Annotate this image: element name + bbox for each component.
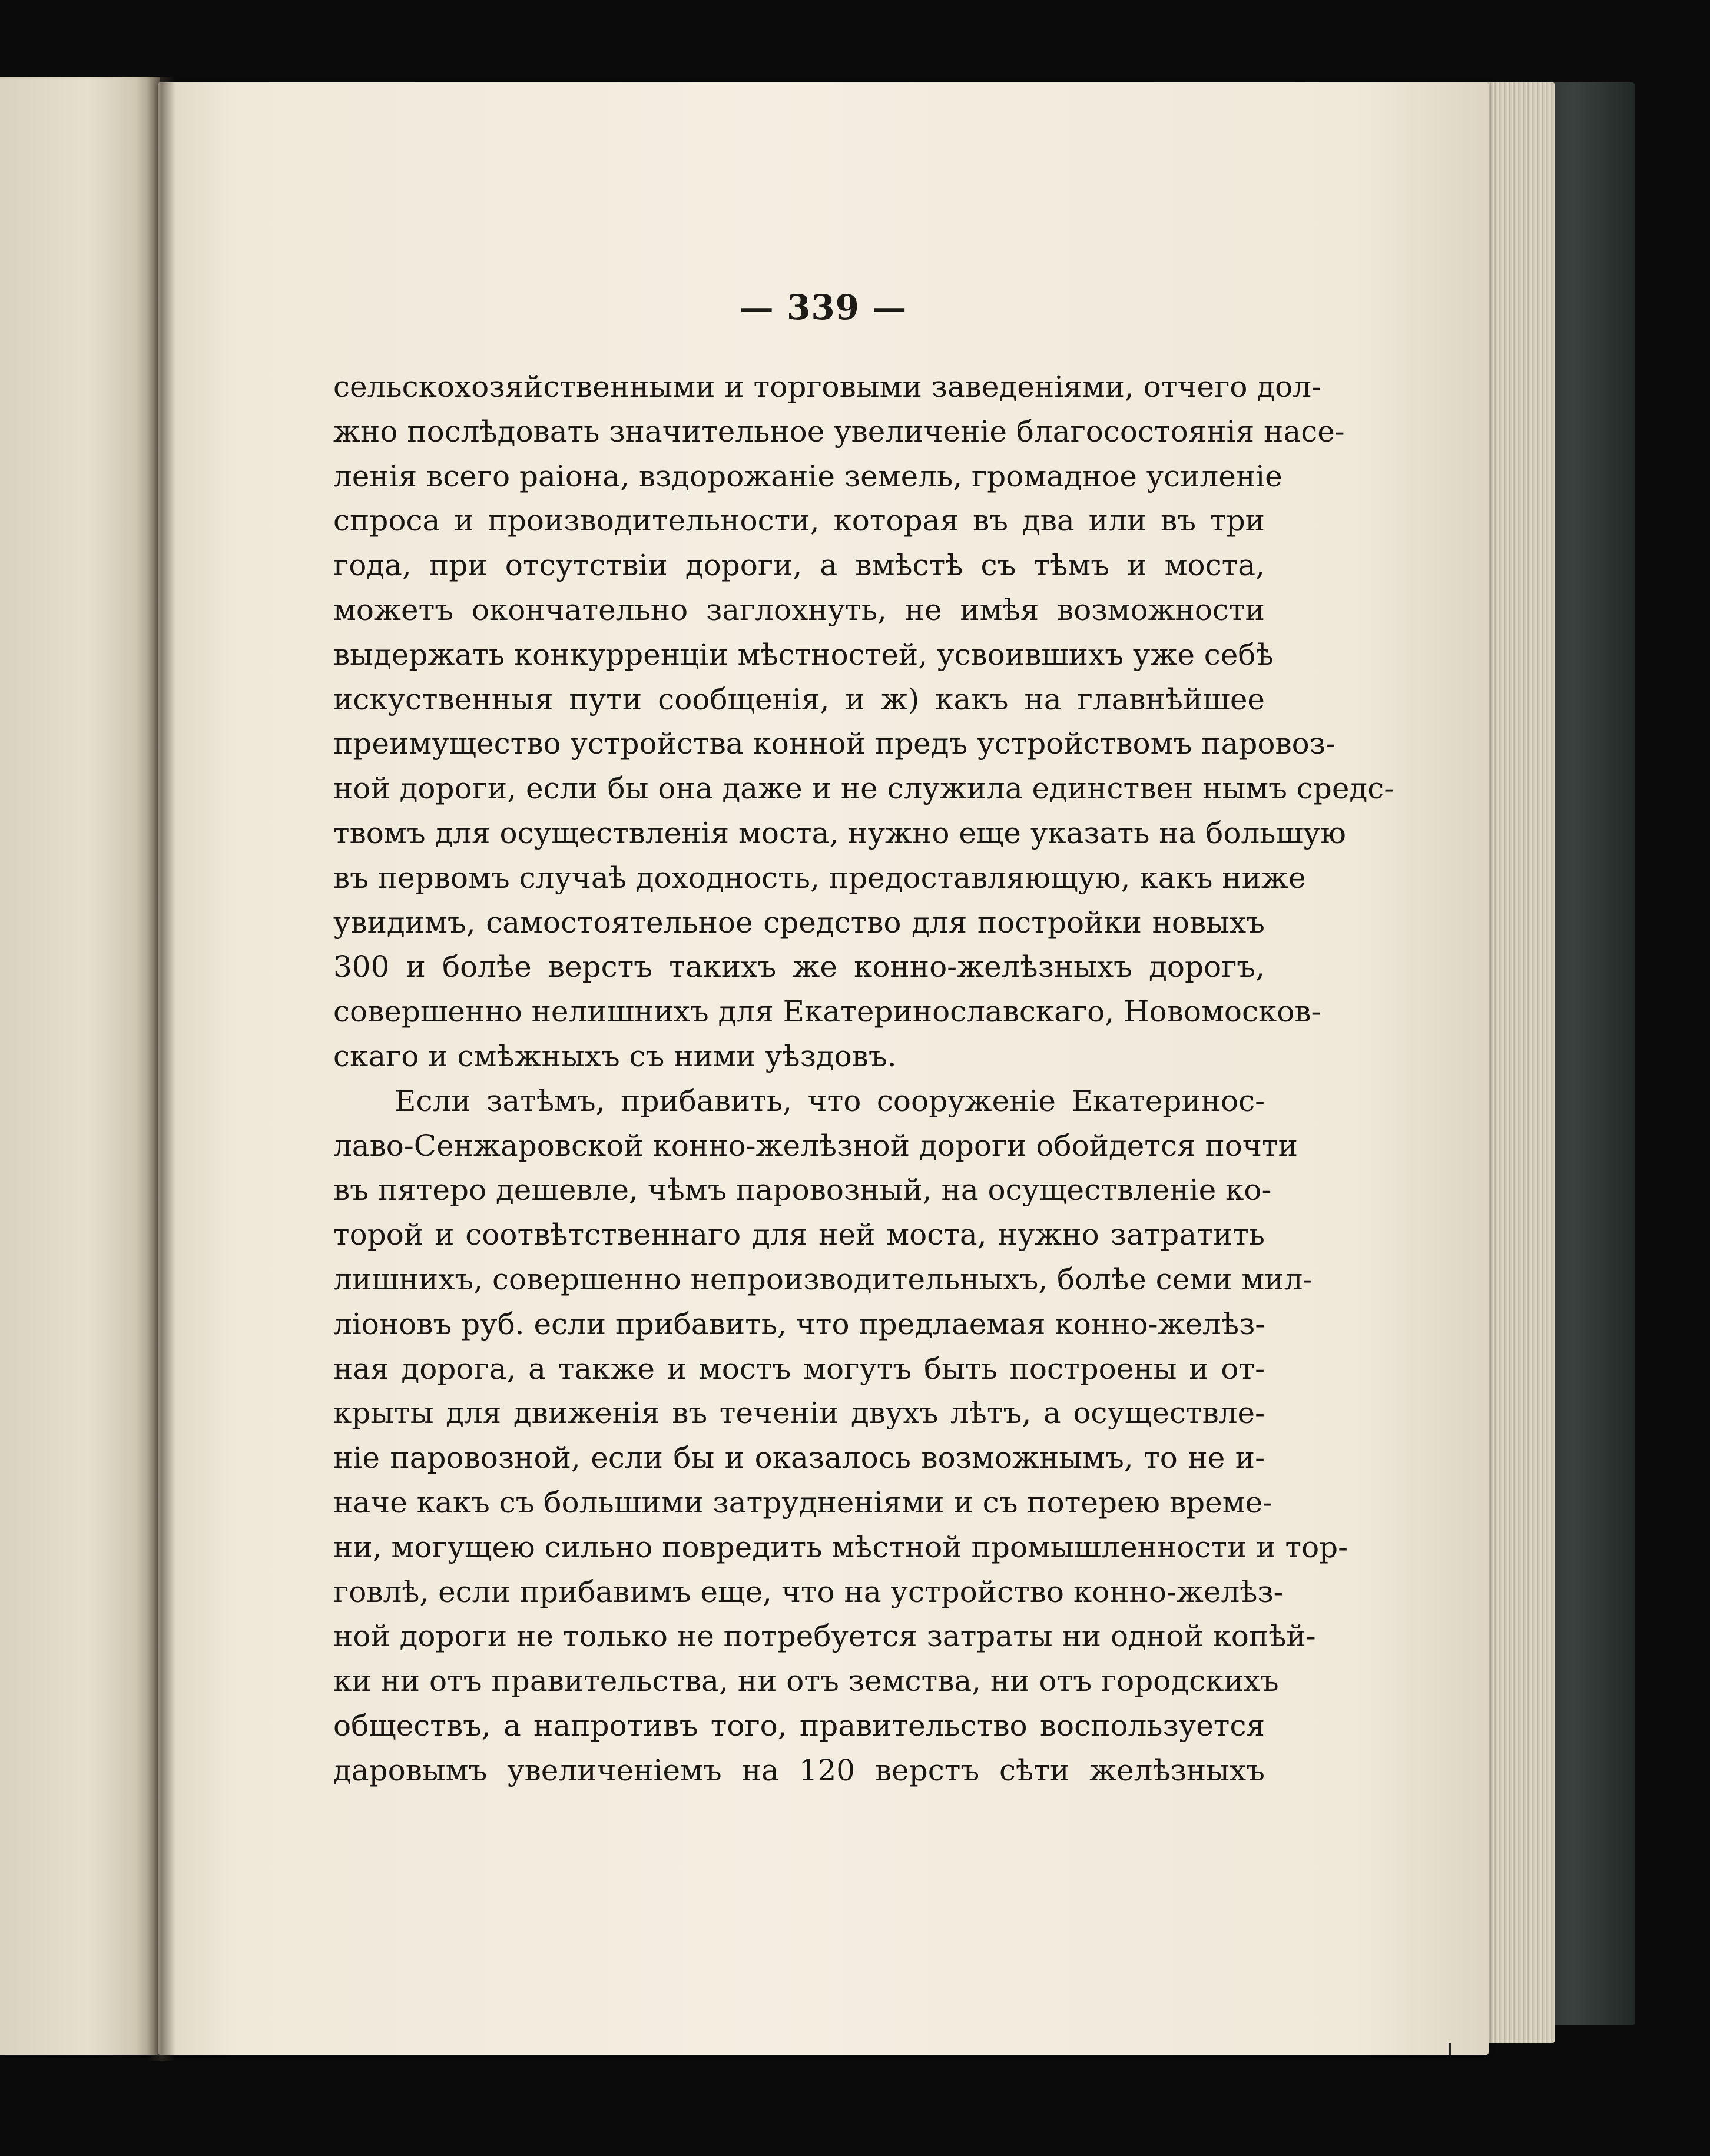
- text-line: преимущество устройства конной предъ устройствомъ паровоз-: [333, 727, 1335, 761]
- text-line: года, при отсутствіи дороги, а вмѣстѣ съ тѣмъ и моста,: [333, 548, 1265, 583]
- text-line: твомъ для осуществленія моста, нужно еще указать на большую: [333, 815, 1346, 850]
- text-line: въ первомъ случаѣ доходность, предоставляющую, какъ ниже: [333, 860, 1306, 895]
- text-line: даровымъ увеличеніемъ на 120 верстъ сѣти желѣзныхъ: [333, 1753, 1265, 1787]
- text-line: жно послѣдовать значительное увеличеніе благосостоянія насе-: [333, 414, 1345, 449]
- text-line: выдержать конкурренціи мѣстностей, усвоившихъ уже себѣ: [333, 637, 1274, 672]
- text-line: ки ни отъ правительства, ни отъ земства, ни отъ городскихъ: [333, 1664, 1279, 1699]
- text-line: лишнихъ, совершенно непроизводительныхъ, болѣе семи мил-: [333, 1262, 1313, 1296]
- gutter-shadow: [147, 77, 175, 2061]
- left-facing-page: [0, 77, 160, 2055]
- text-line: скаго и смѣжныхъ съ ними уѣздовъ.: [333, 1039, 897, 1073]
- text-line: можетъ окончательно заглохнуть, не имѣя возможности: [333, 592, 1265, 627]
- body-text: [333, 365, 1394, 1793]
- text-line: обществъ, а напротивъ того, правительство воспользуется: [333, 1708, 1265, 1743]
- page-number: — 339 —: [739, 287, 907, 327]
- text-line: искуственныя пути сообщенія, и ж) какъ на главнѣйшее: [333, 682, 1265, 717]
- text-line: крыты для движенія въ теченіи двухъ лѣтъ, а осуществле-: [333, 1396, 1265, 1431]
- ink-mark: [1449, 2043, 1451, 2055]
- text-line: въ пятеро дешевле, чѣмъ паровозный, на осуществленіе ко-: [333, 1173, 1272, 1208]
- text-line: ни, могущею сильно повредить мѣстной промышленности и тор-: [333, 1530, 1348, 1564]
- text-line: совершенно нелишнихъ для Екатеринославскаго, Новомосков-: [333, 994, 1321, 1029]
- text-line: сельскохозяйственными и торговыми заведеніями, отчего дол-: [333, 370, 1321, 404]
- text-line: спроса и производительности, которая въ два или въ три: [333, 503, 1265, 538]
- text-line: наче какъ съ большими затрудненіями и съ потерею време-: [333, 1485, 1273, 1520]
- text-line: увидимъ, самостоятельное средство для постройки новыхъ: [333, 905, 1265, 940]
- text-line: 300 и болѣе верстъ такихъ же конно-желѣзныхъ дорогъ,: [333, 950, 1265, 984]
- text-line: ной дороги, если бы она даже и не служила единствен нымъ средс-: [333, 771, 1394, 806]
- text-line: ніе паровозной, если бы и оказалось возможнымъ, то не и-: [333, 1441, 1265, 1475]
- paragraph-start-line: Если затѣмъ, прибавить, что сооруженіе Екатеринос-: [395, 1083, 1265, 1118]
- text-line: ліоновъ руб. если прибавить, что предлаемая конно-желѣз-: [333, 1306, 1265, 1341]
- text-line: торой и соотвѣтственнаго для ней моста, нужно затратить: [333, 1218, 1265, 1252]
- text-line: лаво-Сенжаровской конно-желѣзной дороги обойдется почти: [333, 1128, 1298, 1163]
- text-line: ной дороги не только не потребуется затраты ни одной копѣй-: [333, 1619, 1316, 1654]
- text-line: говлѣ, если прибавимъ еще, что на устройство конно-желѣз-: [333, 1574, 1284, 1609]
- text-line: ная дорога, а также и мостъ могутъ быть построены и от-: [333, 1351, 1265, 1386]
- text-line: ленія всего раіона, вздорожаніе земель, громадное усиленіе: [333, 459, 1282, 493]
- page-edges: [1478, 82, 1555, 2043]
